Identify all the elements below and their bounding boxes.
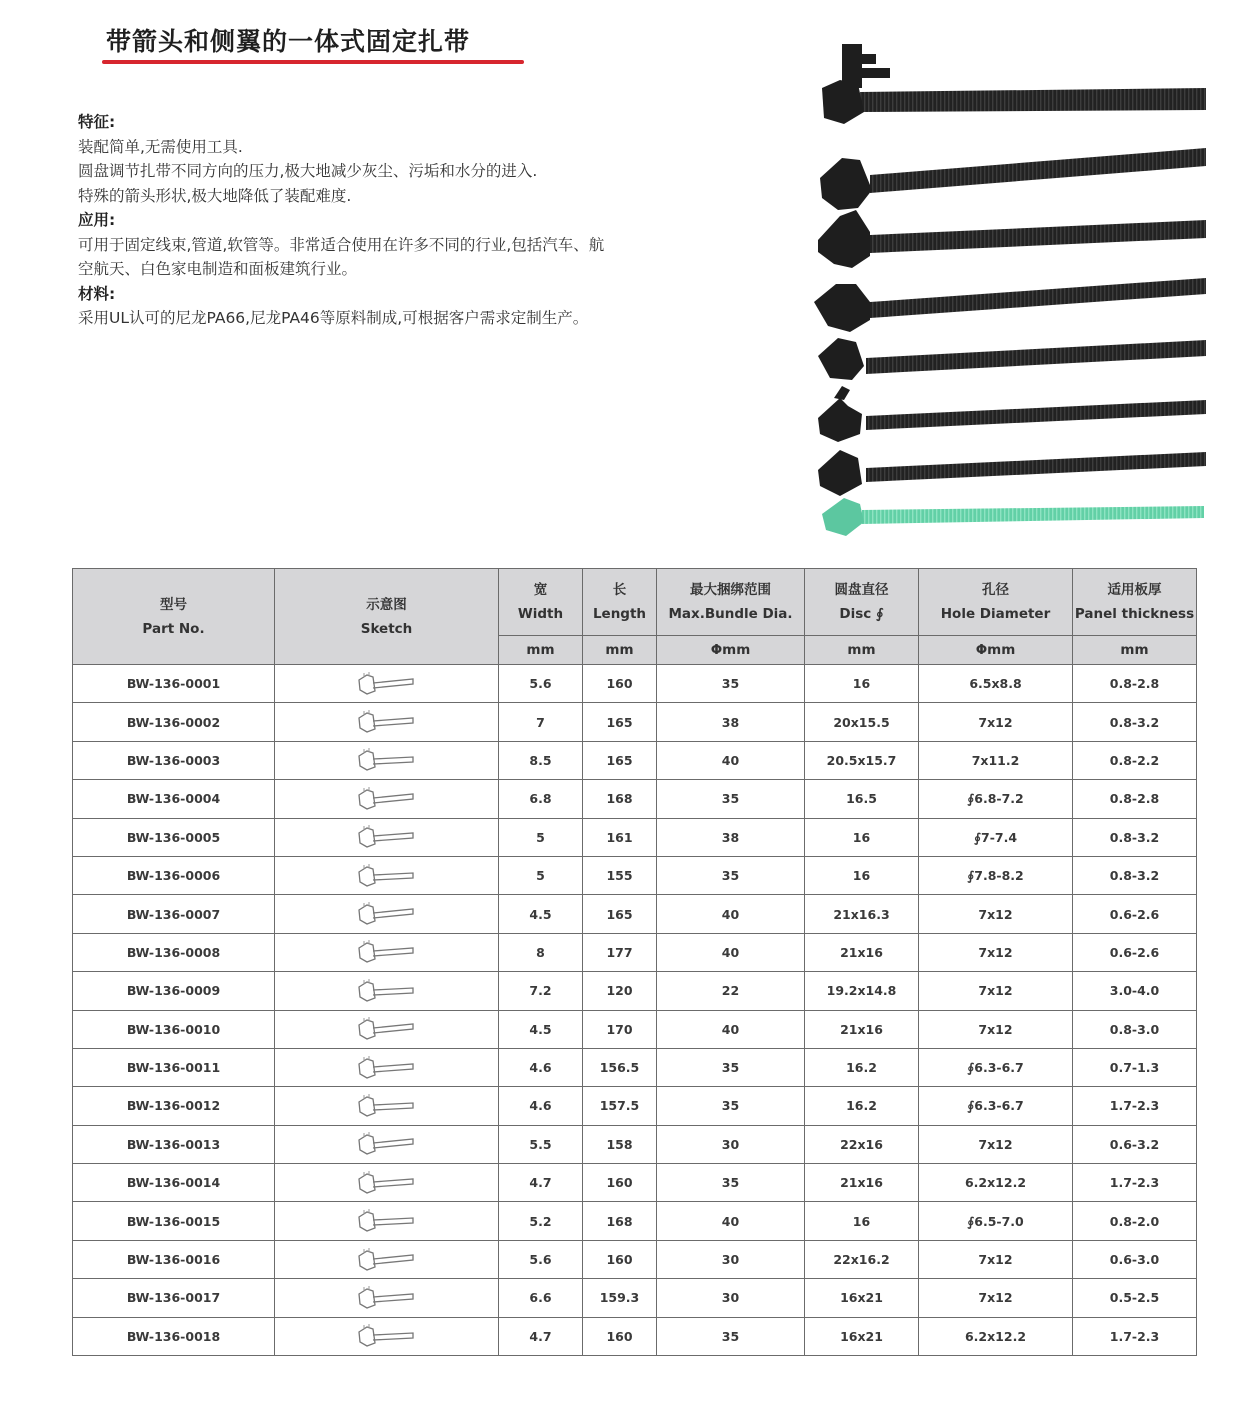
cell-panel: 0.8-2.8 [1073,665,1197,703]
cell-panel: 0.8-3.0 [1073,1010,1197,1048]
cell-width: 5.6 [499,1240,583,1278]
sketch-cell [275,665,499,703]
cell-panel: 0.6-3.0 [1073,1240,1197,1278]
cell-disc: 16.2 [805,1048,919,1086]
cable-tie-sketch-icon [355,1170,419,1196]
unit-bundle: Φmm [657,636,805,665]
feature-line: 特殊的箭头形状,极大地降低了装配难度. [78,186,352,205]
cell-hole: ∮7-7.4 [919,818,1073,856]
cable-tie-sketch-icon [355,1016,419,1042]
table-row [73,1164,1197,1202]
sketch-cell [275,703,499,741]
cell-panel: 3.0-4.0 [1073,972,1197,1010]
cell-length: 160 [583,1240,657,1278]
cell-width: 6.8 [499,780,583,818]
cell-width: 6.6 [499,1279,583,1317]
table-row [73,933,1197,971]
cell-disc: 20.5x15.7 [805,741,919,779]
cell-bundle: 35 [657,1087,805,1125]
material-line: 采用UL认可的尼龙PA66,尼龙PA46等原料制成,可根据客户需求定制生产。 [78,309,589,327]
cell-disc: 22x16.2 [805,1240,919,1278]
cell-length: 155 [583,856,657,894]
cell-hole: ∮6.3-6.7 [919,1048,1073,1086]
sketch-cell [275,1164,499,1202]
cell-part: BW-136-0002 [73,703,275,741]
cell-part: BW-136-0010 [73,1010,275,1048]
cell-width: 8 [499,933,583,971]
table-row [73,1048,1197,1086]
cell-width: 8.5 [499,741,583,779]
cell-part: BW-136-0018 [73,1317,275,1355]
feature-description [78,110,718,331]
cable-tie-sketch-icon [355,1208,419,1234]
cell-panel: 0.7-1.3 [1073,1048,1197,1086]
sketch-cell [275,895,499,933]
header-length: 长 Length [583,569,657,636]
cable-tie-7 [818,450,1206,496]
cell-length: 157.5 [583,1087,657,1125]
cell-bundle: 38 [657,703,805,741]
sketch-cell [275,1202,499,1240]
sketch-cell [275,933,499,971]
cable-tie-product-photo [800,40,1220,540]
cell-hole: 7x12 [919,895,1073,933]
cell-width: 4.6 [499,1048,583,1086]
cell-length: 156.5 [583,1048,657,1086]
cell-hole: 7x12 [919,1240,1073,1278]
cell-bundle: 30 [657,1279,805,1317]
sketch-cell [275,972,499,1010]
cable-tie-sketch-icon [355,863,419,889]
unit-disc: mm [805,636,919,665]
cell-disc: 16 [805,665,919,703]
cell-hole: 6.2x12.2 [919,1164,1073,1202]
sketch-cell [275,1087,499,1125]
table-row [73,972,1197,1010]
sketch-cell [275,818,499,856]
cell-disc: 16 [805,856,919,894]
cell-hole: 6.5x8.8 [919,665,1073,703]
cell-part: BW-136-0011 [73,1048,275,1086]
cable-tie-3 [818,210,1206,268]
cell-panel: 1.7-2.3 [1073,1317,1197,1355]
cell-bundle: 35 [657,1048,805,1086]
table-row [73,1240,1197,1278]
table-row [73,780,1197,818]
cable-tie-sketch-icon [355,747,419,773]
cell-panel: 1.7-2.3 [1073,1164,1197,1202]
header-disc: 圆盘直径 Disc ∮ [805,569,919,636]
cell-panel: 0.6-3.2 [1073,1125,1197,1163]
cell-hole: 7x12 [919,1125,1073,1163]
cable-tie-4 [814,278,1206,332]
cell-bundle: 40 [657,895,805,933]
cell-bundle: 40 [657,1202,805,1240]
table-row [73,1317,1197,1355]
cell-part: BW-136-0001 [73,665,275,703]
cell-bundle: 35 [657,780,805,818]
cell-width: 5 [499,818,583,856]
spec-table [72,568,1197,1356]
sketch-cell [275,780,499,818]
cell-bundle: 40 [657,741,805,779]
application-heading: 应用: [78,211,116,229]
cell-hole: 7x11.2 [919,741,1073,779]
cell-panel: 0.6-2.6 [1073,933,1197,971]
cable-tie-sketch-icon [355,671,419,697]
header-sketch: 示意图 Sketch [275,569,499,665]
cell-part: BW-136-0008 [73,933,275,971]
cell-width: 4.7 [499,1164,583,1202]
table-row [73,665,1197,703]
cell-width: 4.5 [499,895,583,933]
unit-width: mm [499,636,583,665]
cable-tie-sketch-icon [355,1093,419,1119]
sketch-cell [275,1317,499,1355]
cell-part: BW-136-0012 [73,1087,275,1125]
table-row [73,1010,1197,1048]
cell-hole: ∮6.5-7.0 [919,1202,1073,1240]
cable-tie-sketch-icon [355,1285,419,1311]
cell-panel: 0.8-3.2 [1073,856,1197,894]
unit-length: mm [583,636,657,665]
cell-width: 5 [499,856,583,894]
table-row [73,741,1197,779]
cable-tie-sketch-icon [355,1323,419,1349]
cell-part: BW-136-0016 [73,1240,275,1278]
header-bundle: 最大捆绑范围 Max.Bundle Dia. [657,569,805,636]
cell-bundle: 38 [657,818,805,856]
cell-length: 158 [583,1125,657,1163]
cell-part: BW-136-0017 [73,1279,275,1317]
sketch-cell [275,741,499,779]
cell-length: 161 [583,818,657,856]
table-row [73,895,1197,933]
cell-hole: ∮6.8-7.2 [919,780,1073,818]
cell-hole: ∮7.8-8.2 [919,856,1073,894]
cell-disc: 20x15.5 [805,703,919,741]
cell-length: 120 [583,972,657,1010]
cell-panel: 0.8-3.2 [1073,818,1197,856]
table-row [73,1279,1197,1317]
cell-bundle: 40 [657,1010,805,1048]
cell-length: 168 [583,780,657,818]
cell-hole: 6.2x12.2 [919,1317,1073,1355]
cell-disc: 21x16 [805,1164,919,1202]
cable-tie-sketch-icon [355,786,419,812]
cell-disc: 16.5 [805,780,919,818]
cable-tie-sketch-icon [355,901,419,927]
cable-tie-sketch-icon [355,709,419,735]
cell-length: 165 [583,741,657,779]
cell-part: BW-136-0007 [73,895,275,933]
cell-panel: 0.8-2.2 [1073,741,1197,779]
cable-tie-sketch-icon [355,939,419,965]
cell-disc: 16x21 [805,1279,919,1317]
cable-tie-8-green [822,498,1204,536]
table-row [73,1087,1197,1125]
header-part-no: 型号 Part No. [73,569,275,665]
cell-part: BW-136-0015 [73,1202,275,1240]
cell-bundle: 22 [657,972,805,1010]
cell-hole: 7x12 [919,972,1073,1010]
cell-panel: 0.5-2.5 [1073,1279,1197,1317]
cell-length: 170 [583,1010,657,1048]
table-row [73,703,1197,741]
cell-part: BW-136-0014 [73,1164,275,1202]
cell-width: 7 [499,703,583,741]
cell-disc: 21x16 [805,1010,919,1048]
cell-disc: 16x21 [805,1317,919,1355]
cell-width: 5.2 [499,1202,583,1240]
cell-panel: 0.8-2.8 [1073,780,1197,818]
cell-width: 4.6 [499,1087,583,1125]
header-width: 宽 Width [499,569,583,636]
cell-width: 5.5 [499,1125,583,1163]
cell-length: 160 [583,1164,657,1202]
cable-tie-2 [820,148,1206,210]
cell-disc: 21x16.3 [805,895,919,933]
cell-part: BW-136-0013 [73,1125,275,1163]
cell-disc: 16 [805,818,919,856]
cell-bundle: 35 [657,1317,805,1355]
sketch-cell [275,1010,499,1048]
cable-tie-sketch-icon [355,1131,419,1157]
cell-hole: 7x12 [919,933,1073,971]
cell-width: 7.2 [499,972,583,1010]
cell-width: 4.5 [499,1010,583,1048]
feature-line: 装配简单,无需使用工具. [78,137,243,156]
cell-length: 159.3 [583,1279,657,1317]
sketch-cell [275,856,499,894]
cell-disc: 21x16 [805,933,919,971]
cell-part: BW-136-0009 [73,972,275,1010]
page-title: 带箭头和侧翼的一体式固定扎带 [106,27,471,56]
cell-width: 4.7 [499,1317,583,1355]
header-hole: 孔径 Hole Diameter [919,569,1073,636]
cable-tie-sketch-icon [355,978,419,1004]
table-row [73,1125,1197,1163]
cell-width: 5.6 [499,665,583,703]
cell-disc: 22x16 [805,1125,919,1163]
cable-tie-1 [822,44,1206,124]
cell-length: 160 [583,1317,657,1355]
cell-part: BW-136-0004 [73,780,275,818]
feature-heading: 特征: [78,113,116,131]
cell-length: 168 [583,1202,657,1240]
cell-length: 165 [583,703,657,741]
cable-tie-sketch-icon [355,1055,419,1081]
table-row [73,1202,1197,1240]
cell-hole: ∮6.3-6.7 [919,1087,1073,1125]
cell-part: BW-136-0005 [73,818,275,856]
cell-panel: 0.8-3.2 [1073,703,1197,741]
cell-panel: 0.8-2.0 [1073,1202,1197,1240]
sketch-cell [275,1048,499,1086]
cell-bundle: 40 [657,933,805,971]
cell-hole: 7x12 [919,1279,1073,1317]
cell-panel: 0.6-2.6 [1073,895,1197,933]
feature-line: 圆盘调节扎带不同方向的压力,极大地减少灰尘、污垢和水分的进入. [78,162,538,180]
application-line: 空航天、白色家电制造和面板建筑行业。 [78,260,358,278]
header-row [73,569,1197,636]
sketch-cell [275,1279,499,1317]
cell-length: 177 [583,933,657,971]
table-row [73,856,1197,894]
title-underline [102,60,524,64]
cell-hole: 7x12 [919,1010,1073,1048]
cell-disc: 16.2 [805,1087,919,1125]
sketch-cell [275,1240,499,1278]
cable-tie-sketch-icon [355,1247,419,1273]
unit-hole: Φmm [919,636,1073,665]
cell-hole: 7x12 [919,703,1073,741]
cell-disc: 16 [805,1202,919,1240]
cell-disc: 19.2x14.8 [805,972,919,1010]
cell-length: 165 [583,895,657,933]
cable-tie-6 [818,386,1206,442]
cell-length: 160 [583,665,657,703]
unit-panel: mm [1073,636,1197,665]
cell-part: BW-136-0006 [73,856,275,894]
cell-bundle: 35 [657,665,805,703]
table-row [73,818,1197,856]
cable-tie-5 [818,338,1206,380]
material-heading: 材料: [78,284,116,303]
cell-bundle: 30 [657,1125,805,1163]
sketch-cell [275,1125,499,1163]
cell-bundle: 35 [657,1164,805,1202]
header-panel: 适用板厚 Panel thickness [1073,569,1197,636]
cell-bundle: 35 [657,856,805,894]
cell-bundle: 30 [657,1240,805,1278]
cell-panel: 1.7-2.3 [1073,1087,1197,1125]
application-line: 可用于固定线束,管道,软管等。非常适合使用在许多不同的行业,包括汽车、航 [78,235,605,254]
cell-part: BW-136-0003 [73,741,275,779]
cable-tie-sketch-icon [355,824,419,850]
